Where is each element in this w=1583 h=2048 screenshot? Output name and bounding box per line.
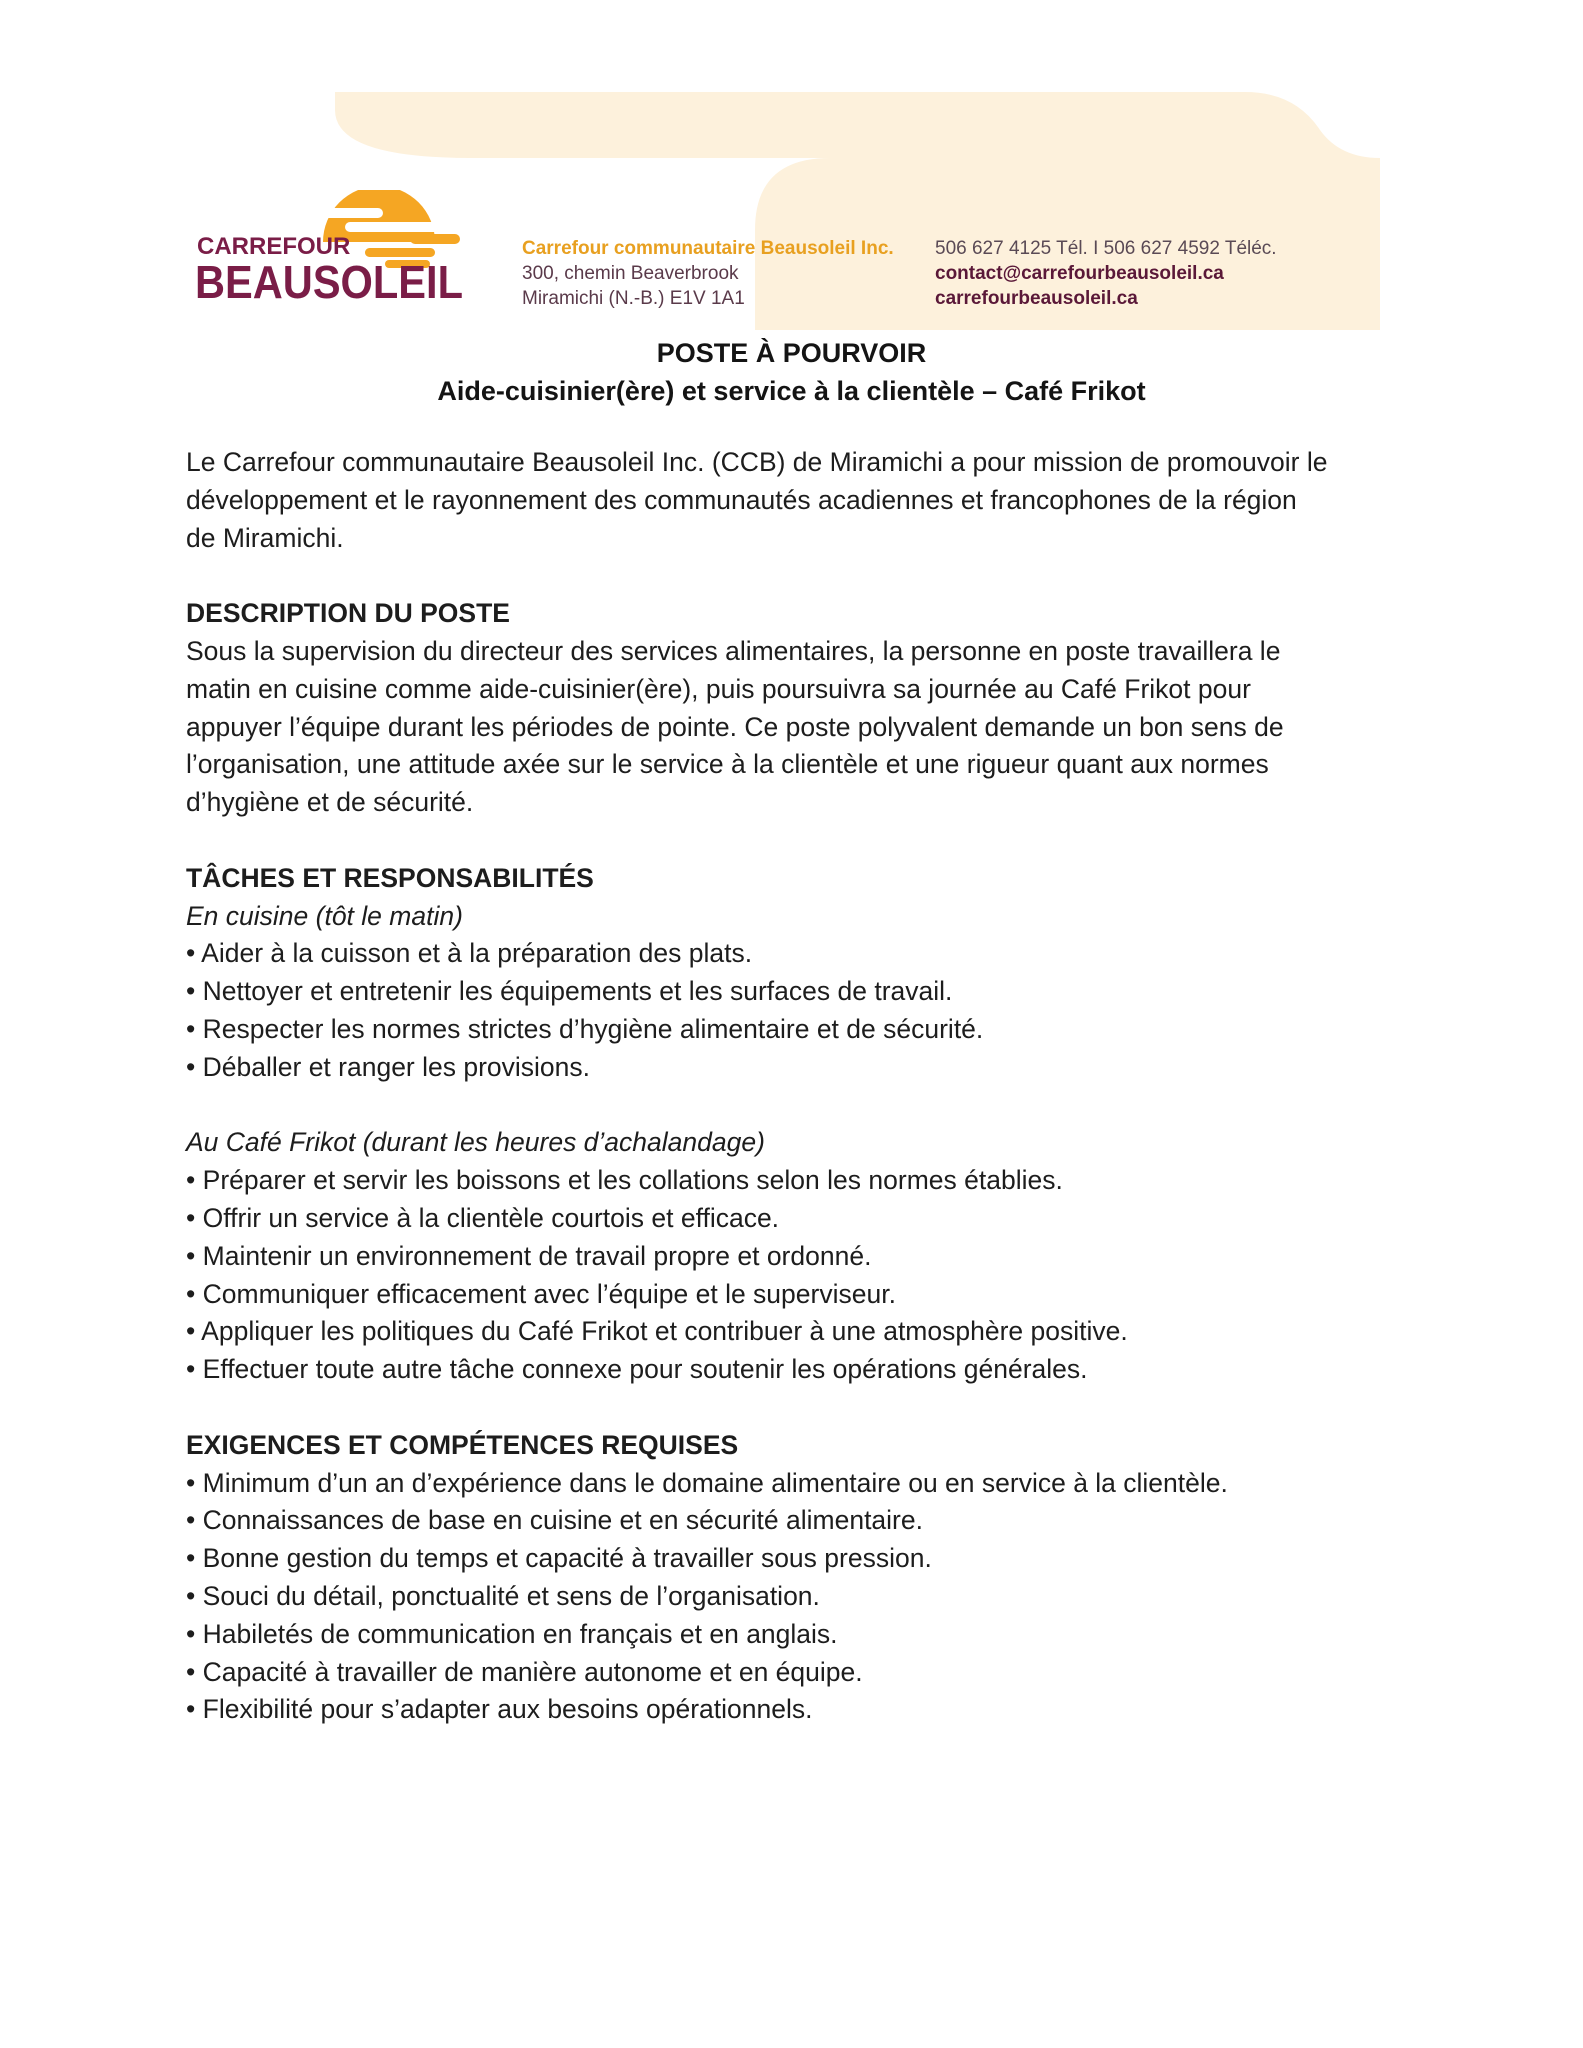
list-item: • Nettoyer et entretenir les équipements et les surfaces de travail. xyxy=(186,976,953,1007)
intro-section xyxy=(186,444,1411,557)
contact-email[interactable]: contact@carrefourbeausoleil.ca xyxy=(935,263,1224,284)
description-line: appuyer l’équipe durant les périodes de pointe. Ce poste polyvalent demande un bon sens de xyxy=(186,711,1284,742)
list-item: • Appliquer les politiques du Café Frikot et contribuer à une atmosphère positive. xyxy=(186,1316,1128,1347)
description-line: l’organisation, une attitude axée sur le service à la clientèle et une rigueur quant aux normes xyxy=(186,749,1269,780)
tasks-kitchen-subheading: En cuisine (tôt le matin) xyxy=(186,900,463,931)
document-body xyxy=(186,444,1411,1767)
requirements-heading: EXIGENCES ET COMPÉTENCES REQUISES xyxy=(186,1429,739,1460)
list-item: • Habiletés de communication en français et en anglais. xyxy=(186,1618,838,1649)
tasks-heading: TÂCHES ET RESPONSABILITÉS xyxy=(186,862,594,893)
list-item: • Connaissances de base en cuisine et en sécurité alimentaire. xyxy=(186,1505,923,1536)
list-item: • Offrir un service à la clientèle courtois et efficace. xyxy=(186,1202,780,1233)
job-title-line1: POSTE À POURVOIR xyxy=(656,338,927,368)
job-title-line2: Aide-cuisinier(ère) et service à la clientèle – Café Frikot xyxy=(437,376,1146,406)
description-line: matin en cuisine comme aide-cuisinier(ère), puis poursuivra sa journée au Café Frikot pour xyxy=(186,673,1251,704)
description-heading: DESCRIPTION DU POSTE xyxy=(186,598,510,629)
logo-carrefour-beausoleil xyxy=(195,190,475,310)
contact-website[interactable]: carrefourbeausoleil.ca xyxy=(935,288,1138,309)
tasks-section xyxy=(186,860,1411,1389)
tasks-cafe-list xyxy=(186,1162,1411,1389)
org-street: 300, chemin Beaverbrook xyxy=(522,263,739,284)
list-item: • Bonne gestion du temps et capacité à travailler sous pression. xyxy=(186,1543,932,1574)
description-line: d’hygiène et de sécurité. xyxy=(186,787,474,818)
list-item: • Aider à la cuisson et à la préparation des plats. xyxy=(186,938,753,969)
org-address xyxy=(522,236,894,311)
tasks-kitchen-list xyxy=(186,935,1411,1086)
requirements-list xyxy=(186,1465,1411,1730)
job-title xyxy=(0,334,1583,410)
list-item: • Minimum d’un an d’expérience dans le domaine alimentaire ou en service à la clientèle. xyxy=(186,1467,1228,1498)
description-line: Sous la supervision du directeur des services alimentaires, la personne en poste travaillera le xyxy=(186,635,1281,666)
requirements-section xyxy=(186,1427,1411,1729)
description-section xyxy=(186,595,1411,822)
list-item: • Communiquer efficacement avec l’équipe et le superviseur. xyxy=(186,1278,896,1309)
logo-line1: CARREFOUR xyxy=(197,233,351,260)
org-city: Miramichi (N.-B.) E1V 1A1 xyxy=(522,288,745,309)
list-item: • Flexibilité pour s’adapter aux besoins opérationnels. xyxy=(186,1694,813,1725)
logo-line2: BEAUSOLEIL xyxy=(195,256,463,308)
list-item: • Effectuer toute autre tâche connexe pour soutenir les opérations générales. xyxy=(186,1354,1088,1385)
spacer xyxy=(186,1087,1411,1125)
contact-phones: 506 627 4125 Tél. I 506 627 4592 Téléc. xyxy=(935,238,1277,259)
list-item: • Respecter les normes strictes d’hygiène alimentaire et de sécurité. xyxy=(186,1013,984,1044)
intro-line: Le Carrefour communautaire Beausoleil Inc. (CCB) de Miramichi a pour mission de promouvoir le xyxy=(186,447,1328,477)
list-item: • Souci du détail, ponctualité et sens de l’organisation. xyxy=(186,1580,820,1611)
tasks-cafe-subheading: Au Café Frikot (durant les heures d’achalandage) xyxy=(186,1127,765,1158)
list-item: • Capacité à travailler de manière autonome et en équipe. xyxy=(186,1656,863,1687)
list-item: • Préparer et servir les boissons et les collations selon les normes établies. xyxy=(186,1165,1063,1196)
intro-line: de Miramichi. xyxy=(186,522,344,553)
org-name: Carrefour communautaire Beausoleil Inc. xyxy=(522,238,894,259)
list-item: • Déballer et ranger les provisions. xyxy=(186,1051,591,1082)
list-item: • Maintenir un environnement de travail propre et ordonné. xyxy=(186,1240,872,1271)
contact-info xyxy=(935,236,1277,311)
intro-line: développement et le rayonnement des communautés acadiennes et francophones de la région xyxy=(186,484,1297,515)
